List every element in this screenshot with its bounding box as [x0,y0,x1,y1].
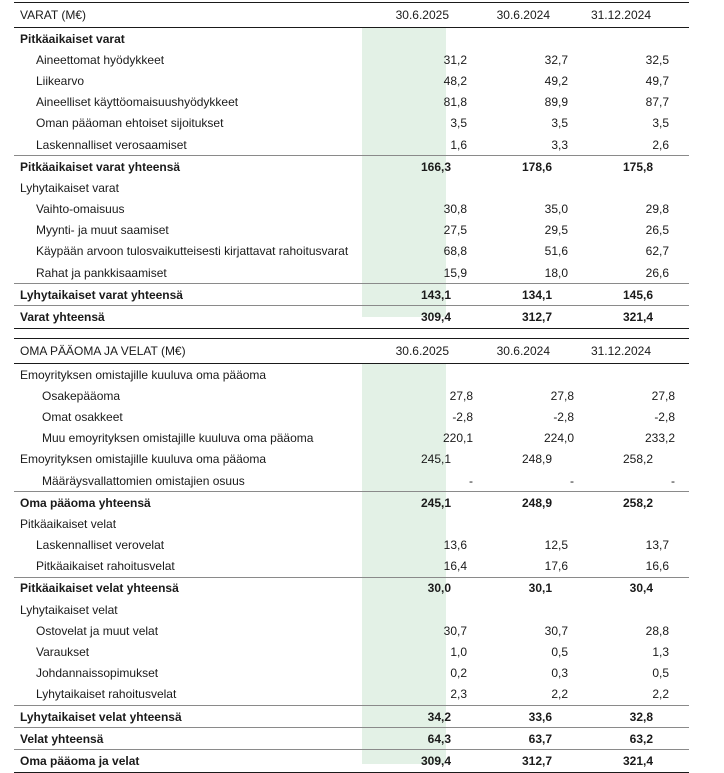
row-label: Pitkäaikaiset rahoitusvelat [36,559,175,574]
row-value: -2,8 [553,409,574,424]
row-label: Laskennalliset verovelat [36,538,165,553]
row-value: 233,2 [644,431,675,446]
table-row [14,449,689,470]
row-label: Pitkäaikaiset varat yhteensä [20,159,181,174]
row-value: 3,3 [551,137,568,152]
row-value: 27,8 [449,388,473,403]
table-row [14,428,689,449]
row-value: - [469,473,473,488]
row-value: 309,4 [420,753,451,768]
row-value: 16,4 [443,559,467,574]
row-label: Myynti- ja muut saamiset [36,223,169,238]
row-label: Vaihto-omaisuus [36,202,125,217]
row-label: Oma pääoma ja velat [20,753,140,768]
row-value: - [570,473,574,488]
row-label: Oma pääoma yhteensä [20,495,151,510]
row-value: 2,2 [551,687,568,702]
row-value: 33,6 [528,709,552,724]
row-value: 321,4 [622,310,653,325]
row-value: 63,7 [528,731,552,746]
table-row [14,599,689,620]
row-label: Pitkäaikaiset velat [20,516,117,531]
row-value: 3,5 [652,116,669,131]
row-label: Velat yhteensä [20,731,104,746]
table-row [14,663,689,684]
row-value: 248,9 [521,495,552,510]
row-value: 27,5 [443,223,467,238]
row-value: 30,0 [427,581,451,596]
row-value: 51,6 [544,244,568,259]
table-row [14,727,689,749]
table-row [14,705,689,727]
row-value: 26,6 [645,265,669,280]
row-value: 166,3 [420,159,451,174]
table-row [14,283,689,305]
assets-title: VARAT (M€) [20,8,87,22]
table-row [14,177,689,198]
table-row [14,749,689,772]
table-row [14,684,689,705]
row-label: Omat osakkeet [42,409,123,424]
table-row [14,28,689,49]
table-row [14,620,689,641]
row-label: Oman pääoman ehtoiset sijoitukset [36,116,224,131]
row-label: Lyhytaikaiset varat yhteensä [20,287,183,302]
row-value: 3,5 [450,116,467,131]
row-value: 175,8 [622,159,653,174]
row-value: 81,8 [443,95,467,110]
row-value: 0,2 [450,666,467,681]
row-value: 29,5 [544,223,568,238]
row-value: 32,5 [645,52,669,67]
column-header: 30.6.2024 [496,8,550,22]
row-value: 321,4 [622,753,653,768]
row-value: 0,5 [652,666,669,681]
table-row [14,220,689,241]
table-row [14,241,689,262]
table-row [14,470,689,491]
equity-table [14,338,689,773]
table-row [14,155,689,177]
row-value: 30,7 [544,623,568,638]
row-value: 63,2 [629,731,653,746]
row-value: 30,8 [443,202,467,217]
row-label: Ostovelat ja muut velat [36,623,159,638]
row-value: 312,7 [521,310,552,325]
row-label: Emoyrityksen omistajille kuuluva oma pääoma [20,452,267,467]
table-row [14,134,689,155]
assets-table [14,2,689,329]
equity-header-row [14,338,689,364]
equity-body [14,364,689,773]
row-value: 49,2 [544,73,568,88]
table-row [14,364,689,385]
row-value: 30,1 [528,581,552,596]
row-value: 16,6 [645,559,669,574]
table-row [14,70,689,91]
row-value: 29,8 [645,202,669,217]
row-value: 1,0 [450,645,467,660]
table-row [14,262,689,283]
row-value: -2,8 [654,409,675,424]
row-label: Aineelliset käyttöomaisuushyödykkeet [36,95,239,110]
row-label: Emoyrityksen omistajille kuuluva oma pääoma [20,367,267,382]
row-label: Liikearvo [36,73,85,88]
row-value: 49,7 [645,73,669,88]
table-row [14,491,689,513]
row-value: 28,8 [645,623,669,638]
table-row [14,406,689,427]
row-value: 12,5 [544,538,568,553]
row-label: Lyhytaikaiset velat yhteensä [20,709,182,724]
row-label: Pitkäaikaiset varat [20,31,125,46]
row-value: 27,8 [651,388,675,403]
row-value: 35,0 [544,202,568,217]
row-value: 220,1 [442,431,473,446]
row-value: 26,5 [645,223,669,238]
row-value: 245,1 [420,452,451,467]
table-row [14,535,689,556]
row-label: Johdannaissopimukset [36,666,159,681]
row-value: 145,6 [622,287,653,302]
row-label: Lyhytaikaiset rahoitusvelat [36,687,177,702]
row-value: 0,5 [551,645,568,660]
assets-body [14,28,689,329]
column-header: 30.6.2025 [395,344,449,358]
row-value: 258,2 [622,495,653,510]
row-label: Osakepääoma [42,388,121,403]
row-value: 134,1 [521,287,552,302]
row-value: 2,2 [652,687,669,702]
row-label: Lyhytaikaiset velat [20,602,118,617]
assets-header-row [14,2,689,28]
row-label: Pitkäaikaiset velat yhteensä [20,581,179,596]
row-value: 3,5 [551,116,568,131]
row-value: 89,9 [544,95,568,110]
row-label: Rahat ja pankkisaamiset [36,265,167,280]
row-value: -2,8 [452,409,473,424]
row-label: Varaukset [36,645,90,660]
row-value: 48,2 [443,73,467,88]
row-value: 224,0 [543,431,574,446]
row-value: 178,6 [521,159,552,174]
row-value: 64,3 [427,731,451,746]
table-row [14,92,689,113]
row-value: 68,8 [443,244,467,259]
table-row [14,513,689,534]
row-value: 34,2 [427,709,451,724]
row-value: 31,2 [443,52,467,67]
row-value: 2,3 [450,687,467,702]
row-value: 312,7 [521,753,552,768]
row-value: 62,7 [645,244,669,259]
row-value: 1,6 [450,137,467,152]
table-row [14,199,689,220]
row-value: 18,0 [544,265,568,280]
row-value: 2,6 [652,137,669,152]
row-value: 258,2 [622,452,653,467]
row-value: 248,9 [521,452,552,467]
row-label: Käypään arvoon tulosvaikutteisesti kirjattavat rahoitusvarat [36,244,349,259]
row-value: 27,8 [550,388,574,403]
column-header: 30.6.2024 [496,344,550,358]
row-value: - [671,473,675,488]
row-label: Laskennalliset verosaamiset [36,137,187,152]
table-row [14,305,689,328]
equity-title: OMA PÄÄOMA JA VELAT (M€) [20,344,186,358]
row-value: 0,3 [551,666,568,681]
row-value: 13,6 [443,538,467,553]
row-value: 15,9 [443,265,467,280]
table-row [14,113,689,134]
table-row [14,641,689,662]
row-value: 245,1 [420,495,451,510]
row-value: 87,7 [645,95,669,110]
row-label: Varat yhteensä [20,310,105,325]
column-header: 30.6.2025 [395,8,449,22]
table-row [14,556,689,577]
row-value: 30,4 [629,581,653,596]
row-value: 32,8 [629,709,653,724]
table-row [14,577,689,599]
table-row [14,385,689,406]
column-header: 31.12.2024 [590,344,651,358]
row-value: 32,7 [544,52,568,67]
row-label: Muu emoyrityksen omistajille kuuluva oma pääoma [42,431,314,446]
row-label: Määräysvallattomien omistajien osuus [42,473,245,488]
row-value: 1,3 [652,645,669,660]
row-value: 143,1 [420,287,451,302]
row-value: 30,7 [443,623,467,638]
row-value: 17,6 [544,559,568,574]
column-header: 31.12.2024 [590,8,651,22]
row-label: Lyhytaikaiset varat [20,180,119,195]
table-row [14,49,689,70]
row-value: 13,7 [645,538,669,553]
row-value: 309,4 [420,310,451,325]
row-label: Aineettomat hyödykkeet [36,52,165,67]
